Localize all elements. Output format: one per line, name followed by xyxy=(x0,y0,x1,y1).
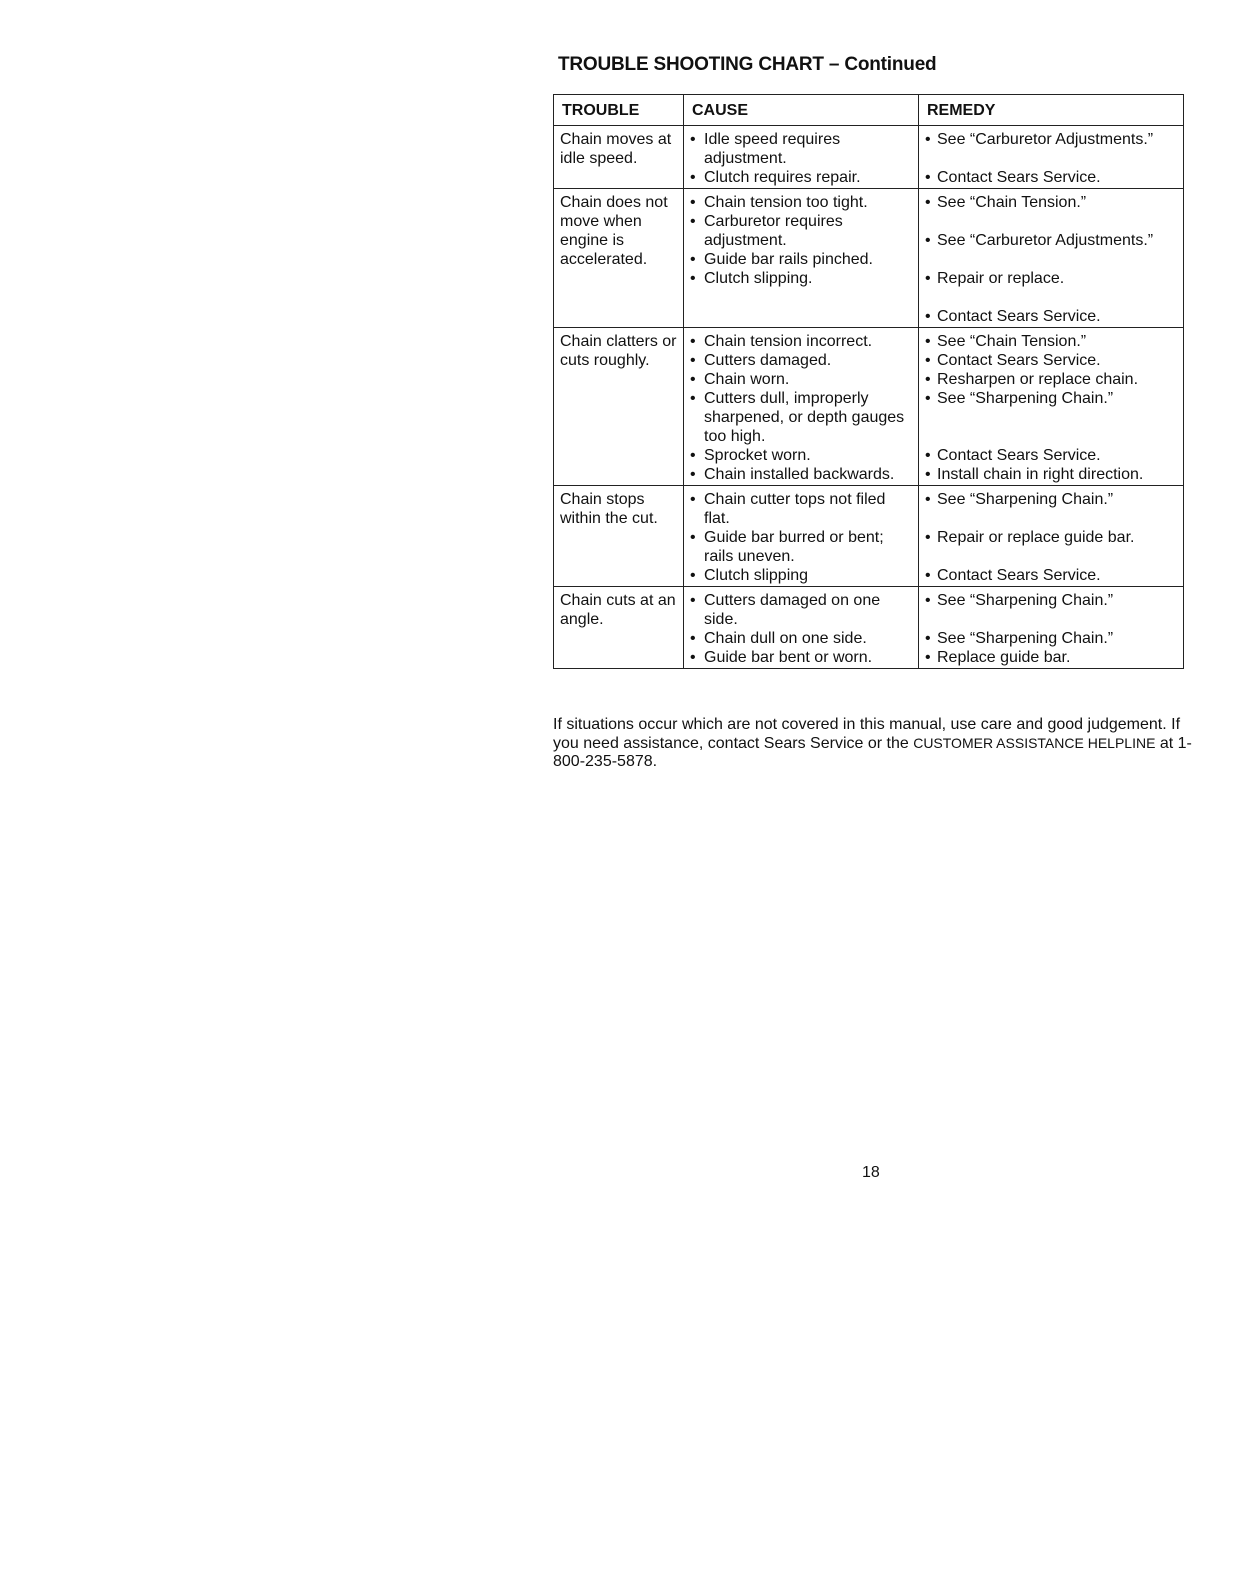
remedy-item xyxy=(925,370,1177,389)
bullet-icon: • xyxy=(925,169,931,186)
trouble-text: Chain clatters or cuts roughly. xyxy=(560,333,677,369)
cause-cell xyxy=(684,486,919,587)
cause-item xyxy=(690,351,912,370)
trouble-shooting-table xyxy=(553,94,1184,669)
remedy-cell xyxy=(919,126,1184,189)
page-number: 18 xyxy=(862,1164,880,1181)
cause-item xyxy=(690,130,912,168)
table-body xyxy=(554,126,1184,669)
remedy-item xyxy=(925,629,1177,648)
cause-item xyxy=(690,212,912,250)
remedy-item xyxy=(925,591,1177,610)
remedy-cell xyxy=(919,328,1184,486)
remedy-spacer xyxy=(925,610,1177,629)
cause-item xyxy=(690,389,912,446)
remedy-text: Contact Sears Service. xyxy=(937,308,1101,325)
trouble-text: Chain stops within the cut. xyxy=(560,491,658,527)
bullet-icon: • xyxy=(690,131,696,148)
remedy-item xyxy=(925,332,1177,351)
remedy-item xyxy=(925,231,1177,250)
cause-list xyxy=(690,591,912,667)
bullet-icon: • xyxy=(690,447,696,464)
cause-text: Cutters dull, improperly sharpened, or depth gauges too high. xyxy=(704,390,905,445)
bullet-icon: • xyxy=(925,649,931,666)
cause-item xyxy=(690,446,912,465)
cause-text: Guide bar burred or bent; rails uneven. xyxy=(704,529,884,565)
remedy-cell xyxy=(919,189,1184,328)
bullet-icon: • xyxy=(690,270,696,287)
remedy-item xyxy=(925,389,1177,408)
remedy-item xyxy=(925,130,1177,149)
cause-item xyxy=(690,332,912,351)
bullet-icon: • xyxy=(690,466,696,483)
bullet-icon: • xyxy=(690,491,696,508)
remedy-item xyxy=(925,490,1177,509)
bullet-icon: • xyxy=(925,131,931,148)
remedy-text: Install chain in right direction. xyxy=(937,466,1144,483)
bullet-icon: • xyxy=(690,567,696,584)
remedy-list xyxy=(925,332,1177,484)
page-title: TROUBLE SHOOTING CHART – Continued xyxy=(558,54,937,75)
remedy-spacer xyxy=(925,408,1177,427)
cause-item xyxy=(690,528,912,566)
remedy-text: Resharpen or replace chain. xyxy=(937,371,1139,388)
bullet-icon: • xyxy=(925,352,931,369)
remedy-text: See “Carburetor Adjustments.” xyxy=(937,131,1154,148)
cause-text: Guide bar rails pinched. xyxy=(704,251,873,268)
remedy-cell xyxy=(919,486,1184,587)
cause-text: Carburetor requires adjustment. xyxy=(704,213,843,249)
bullet-icon: • xyxy=(925,491,931,508)
cause-text: Chain dull on one side. xyxy=(704,630,867,647)
remedy-spacer xyxy=(925,288,1177,307)
bullet-icon: • xyxy=(925,308,931,325)
cause-text: Cutters damaged. xyxy=(704,352,832,369)
remedy-text: See “Sharpening Chain.” xyxy=(937,630,1114,647)
bullet-icon: • xyxy=(690,630,696,647)
bullet-icon: • xyxy=(925,567,931,584)
trouble-text: Chain does not move when engine is accelerated. xyxy=(560,194,668,268)
bullet-icon: • xyxy=(925,466,931,483)
cause-item xyxy=(690,250,912,269)
remedy-text: See “Chain Tension.” xyxy=(937,194,1087,211)
table-header-row xyxy=(554,95,1184,126)
trouble-cell xyxy=(554,587,684,669)
remedy-item xyxy=(925,465,1177,484)
cause-cell xyxy=(684,189,919,328)
cause-cell xyxy=(684,328,919,486)
cause-cell xyxy=(684,587,919,669)
bullet-icon: • xyxy=(690,352,696,369)
bullet-icon: • xyxy=(690,529,696,546)
cause-item xyxy=(690,465,912,484)
bullet-icon: • xyxy=(925,529,931,546)
footer-phone: at 1-800-235-5878. xyxy=(553,735,1192,770)
cause-item xyxy=(690,490,912,528)
cause-item xyxy=(690,370,912,389)
bullet-icon: • xyxy=(690,194,696,211)
cause-item xyxy=(690,168,912,187)
bullet-icon: • xyxy=(925,333,931,350)
bullet-icon: • xyxy=(690,390,696,407)
cause-text: Sprocket worn. xyxy=(704,447,811,464)
bullet-icon: • xyxy=(925,232,931,249)
cause-list xyxy=(690,130,912,187)
trouble-cell xyxy=(554,328,684,486)
header-cause: CAUSE xyxy=(684,95,919,126)
remedy-item xyxy=(925,193,1177,212)
remedy-item xyxy=(925,566,1177,585)
bullet-icon: • xyxy=(690,371,696,388)
remedy-text: Contact Sears Service. xyxy=(937,169,1101,186)
cause-item xyxy=(690,648,912,667)
remedy-spacer xyxy=(925,212,1177,231)
table-row xyxy=(554,126,1184,189)
bullet-icon: • xyxy=(690,333,696,350)
cause-item xyxy=(690,269,912,288)
trouble-cell xyxy=(554,486,684,587)
remedy-item xyxy=(925,269,1177,288)
remedy-text: Repair or replace. xyxy=(937,270,1065,287)
footer-text-main: If situations occur which are not covered in this manual, use care and good judgement. If you need assistance, contact Sears Service or the xyxy=(553,716,1181,752)
cause-text: Chain tension incorrect. xyxy=(704,333,873,350)
remedy-spacer xyxy=(925,427,1177,446)
bullet-icon: • xyxy=(925,630,931,647)
trouble-cell xyxy=(554,126,684,189)
trouble-text: Chain cuts at an angle. xyxy=(560,592,676,628)
remedy-item xyxy=(925,446,1177,465)
remedy-spacer xyxy=(925,547,1177,566)
cause-item xyxy=(690,629,912,648)
bullet-icon: • xyxy=(690,169,696,186)
cause-text: Chain cutter tops not filed flat. xyxy=(704,491,886,527)
table-row xyxy=(554,328,1184,486)
bullet-icon: • xyxy=(690,213,696,230)
remedy-spacer xyxy=(925,509,1177,528)
remedy-cell xyxy=(919,587,1184,669)
bullet-icon: • xyxy=(690,649,696,666)
trouble-text: Chain moves at idle speed. xyxy=(560,131,672,167)
remedy-item xyxy=(925,528,1177,547)
cause-item xyxy=(690,591,912,629)
remedy-text: See “Chain Tension.” xyxy=(937,333,1087,350)
remedy-item xyxy=(925,307,1177,326)
cause-text: Cutters damaged on one side. xyxy=(704,592,881,628)
remedy-item xyxy=(925,168,1177,187)
table-row xyxy=(554,486,1184,587)
remedy-text: See “Carburetor Adjustments.” xyxy=(937,232,1154,249)
remedy-text: Contact Sears Service. xyxy=(937,447,1101,464)
remedy-list xyxy=(925,490,1177,585)
remedy-item xyxy=(925,351,1177,370)
remedy-text: Contact Sears Service. xyxy=(937,352,1101,369)
cause-text: Idle speed requires adjustment. xyxy=(704,131,841,167)
cause-text: Chain worn. xyxy=(704,371,790,388)
cause-list xyxy=(690,332,912,484)
bullet-icon: • xyxy=(690,251,696,268)
remedy-spacer xyxy=(925,250,1177,269)
bullet-icon: • xyxy=(925,270,931,287)
cause-text: Chain installed backwards. xyxy=(704,466,895,483)
remedy-text: See “Sharpening Chain.” xyxy=(937,592,1114,609)
bullet-icon: • xyxy=(925,592,931,609)
remedy-list xyxy=(925,591,1177,667)
remedy-list xyxy=(925,193,1177,326)
bullet-icon: • xyxy=(925,194,931,211)
header-trouble: TROUBLE xyxy=(554,95,684,126)
cause-list xyxy=(690,193,912,288)
cause-text: Clutch requires repair. xyxy=(704,169,861,186)
bullet-icon: • xyxy=(925,371,931,388)
bullet-icon: • xyxy=(925,447,931,464)
cause-text: Guide bar bent or worn. xyxy=(704,649,873,666)
remedy-item xyxy=(925,648,1177,667)
footer-note xyxy=(553,716,1193,771)
footer-helpline-label: CUSTOMER ASSISTANCE HELPLINE xyxy=(913,735,1156,751)
bullet-icon: • xyxy=(690,592,696,609)
cause-item xyxy=(690,193,912,212)
header-remedy: REMEDY xyxy=(919,95,1184,126)
bullet-icon: • xyxy=(925,390,931,407)
remedy-text: Contact Sears Service. xyxy=(937,567,1101,584)
remedy-text: Replace guide bar. xyxy=(937,649,1071,666)
cause-text: Chain tension too tight. xyxy=(704,194,868,211)
cause-list xyxy=(690,490,912,585)
remedy-spacer xyxy=(925,149,1177,168)
remedy-text: See “Sharpening Chain.” xyxy=(937,390,1114,407)
cause-text: Clutch slipping. xyxy=(704,270,813,287)
remedy-text: Repair or replace guide bar. xyxy=(937,529,1135,546)
remedy-list xyxy=(925,130,1177,187)
table-row xyxy=(554,587,1184,669)
cause-text: Clutch slipping xyxy=(704,567,809,584)
trouble-cell xyxy=(554,189,684,328)
table-row xyxy=(554,189,1184,328)
cause-item xyxy=(690,566,912,585)
cause-cell xyxy=(684,126,919,189)
remedy-text: See “Sharpening Chain.” xyxy=(937,491,1114,508)
